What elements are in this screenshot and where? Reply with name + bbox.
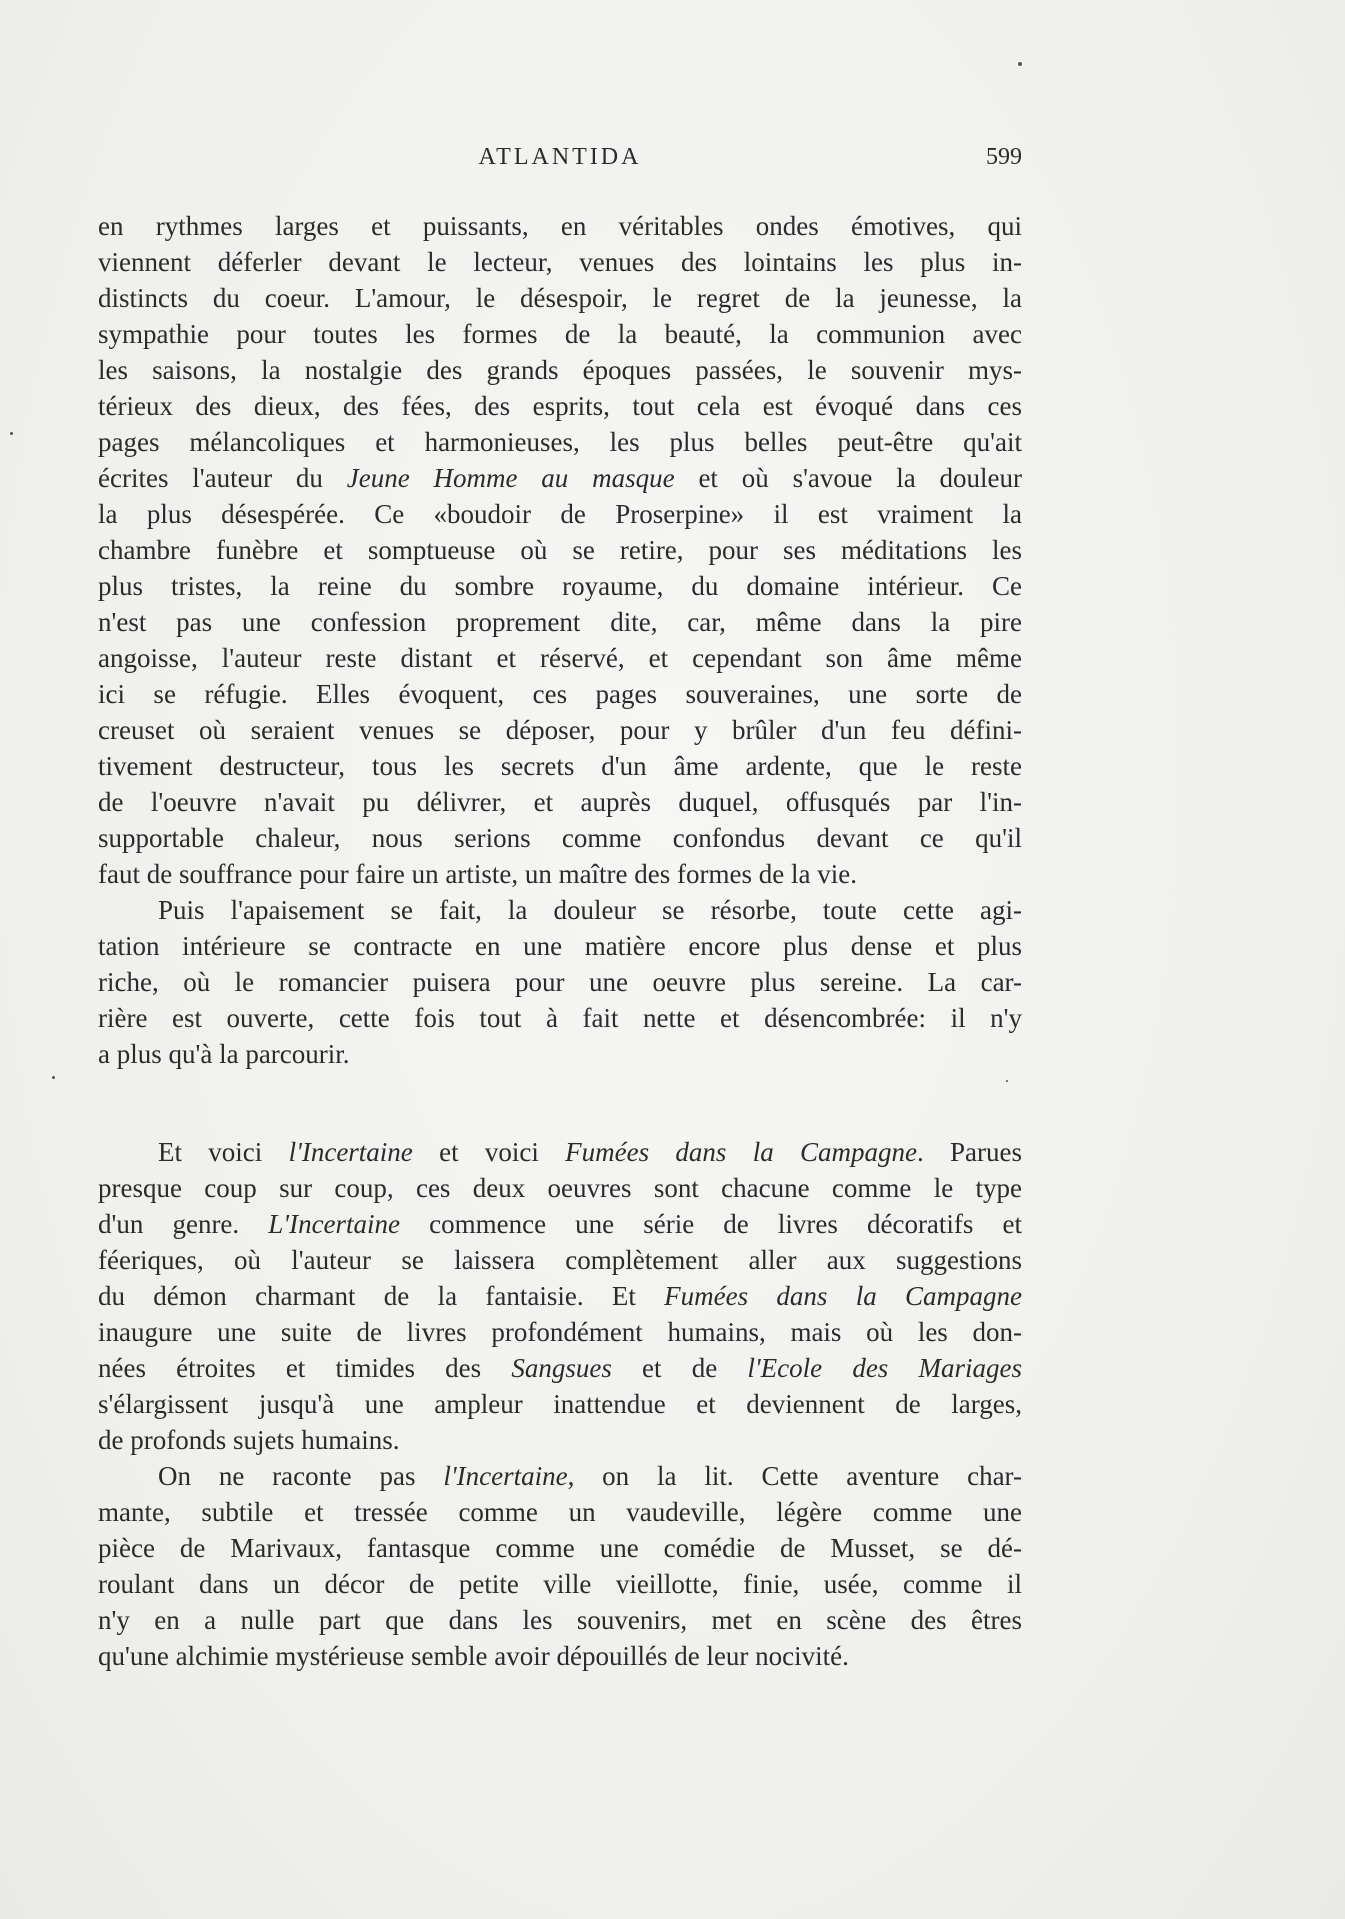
text-line: pièce de Marivaux, fantasque comme une comédie de Musset, se dé-	[98, 1533, 1022, 1563]
text-line: en rythmes larges et puissants, en véritables ondes émotives, qui	[98, 211, 1022, 241]
text-line: n'est pas une confession proprement dite, car, même dans la pire	[98, 607, 1022, 637]
scan-speck	[1018, 62, 1022, 66]
body-text	[98, 208, 1022, 1674]
text-line: de profonds sujets humains.	[98, 1425, 400, 1455]
paragraph	[98, 1458, 1022, 1674]
text-line: Puis l'apaisement se fait, la douleur se résorbe, toute cette agi-	[158, 895, 1022, 925]
text-line: tation intérieure se contracte en une matière encore plus dense et plus	[98, 931, 1022, 961]
running-head-title: ATLANTIDA	[478, 144, 642, 170]
section-break	[98, 1072, 1022, 1134]
text-line: a plus qu'à la parcourir.	[98, 1039, 350, 1069]
text-line: presque coup sur coup, ces deux oeuvres sont chacune comme le type	[98, 1173, 1022, 1203]
text-line: On ne raconte pas l'Incertaine, on la lit. Cette aventure char-	[158, 1461, 1022, 1491]
text-line: Et voici l'Incertaine et voici Fumées dans la Campagne. Parues	[158, 1137, 1023, 1167]
text-line: les saisons, la nostalgie des grands époques passées, le souvenir mys-	[98, 355, 1022, 385]
text-line: rière est ouverte, cette fois tout à fait nette et désencombrée: il n'y	[98, 1003, 1022, 1033]
paragraph	[98, 208, 1022, 892]
text-line: du démon charmant de la fantaisie. Et Fumées dans la Campagne	[98, 1281, 1022, 1311]
text-line: riche, où le romancier puisera pour une oeuvre plus sereine. La car-	[98, 967, 1022, 997]
text-line: plus tristes, la reine du sombre royaume, du domaine intérieur. Ce	[98, 571, 1022, 601]
paragraph	[98, 1134, 1022, 1458]
text-line: supportable chaleur, nous serions comme confondus devant ce qu'il	[98, 823, 1022, 853]
text-line: la plus désespérée. Ce «boudoir de Proserpine» il est vraiment la	[98, 499, 1022, 529]
text-line: ici se réfugie. Elles évoquent, ces pages souveraines, une sorte de	[98, 679, 1022, 709]
paragraph	[98, 892, 1022, 1072]
text-line: inaugure une suite de livres profondément humains, mais où les don-	[98, 1317, 1022, 1347]
text-line: n'y en a nulle part que dans les souvenirs, met en scène des êtres	[98, 1605, 1022, 1635]
running-head	[98, 142, 1022, 172]
text-line: roulant dans un décor de petite ville vieillotte, finie, usée, comme il	[98, 1569, 1022, 1599]
text-line: s'élargissent jusqu'à une ampleur inattendue et deviennent de larges,	[98, 1389, 1022, 1419]
text-line: viennent déferler devant le lecteur, venues des lointains les plus in-	[98, 247, 1022, 277]
text-line: distincts du coeur. L'amour, le désespoir, le regret de la jeunesse, la	[98, 283, 1022, 313]
text-line: creuset où seraient venues se déposer, pour y brûler d'un feu défini-	[98, 715, 1022, 745]
page-number: 599	[986, 144, 1022, 170]
text-line: nées étroites et timides des Sangsues et de l'Ecole des Mariages	[98, 1353, 1022, 1383]
text-line: féeriques, où l'auteur se laissera complètement aller aux suggestions	[98, 1245, 1022, 1275]
text-line: sympathie pour toutes les formes de la beauté, la communion avec	[98, 319, 1022, 349]
text-line: d'un genre. L'Incertaine commence une série de livres décoratifs et	[98, 1209, 1023, 1239]
text-line: pages mélancoliques et harmonieuses, les plus belles peut-être qu'ait	[98, 427, 1022, 457]
text-line: chambre funèbre et somptueuse où se retire, pour ses méditations les	[98, 535, 1022, 565]
text-line: angoisse, l'auteur reste distant et réservé, et cependant son âme même	[98, 643, 1022, 673]
text-line: de l'oeuvre n'avait pu délivrer, et auprès duquel, offusqués par l'in-	[98, 787, 1022, 817]
text-line: écrites l'auteur du Jeune Homme au masque et où s'avoue la douleur	[98, 463, 1023, 493]
scan-speck	[10, 432, 13, 435]
scan-speck	[52, 1076, 55, 1079]
text-line: mante, subtile et tressée comme un vaudeville, légère comme une	[98, 1497, 1022, 1527]
text-line: qu'une alchimie mystérieuse semble avoir dépouillés de leur nocivité.	[98, 1641, 849, 1671]
text-line: térieux des dieux, des fées, des esprits, tout cela est évoqué dans ces	[98, 391, 1022, 421]
text-line: faut de souffrance pour faire un artiste, un maître des formes de la vie.	[98, 859, 857, 889]
text-line: tivement destructeur, tous les secrets d'un âme ardente, que le reste	[98, 751, 1022, 781]
scan-speck	[1006, 1080, 1008, 1082]
